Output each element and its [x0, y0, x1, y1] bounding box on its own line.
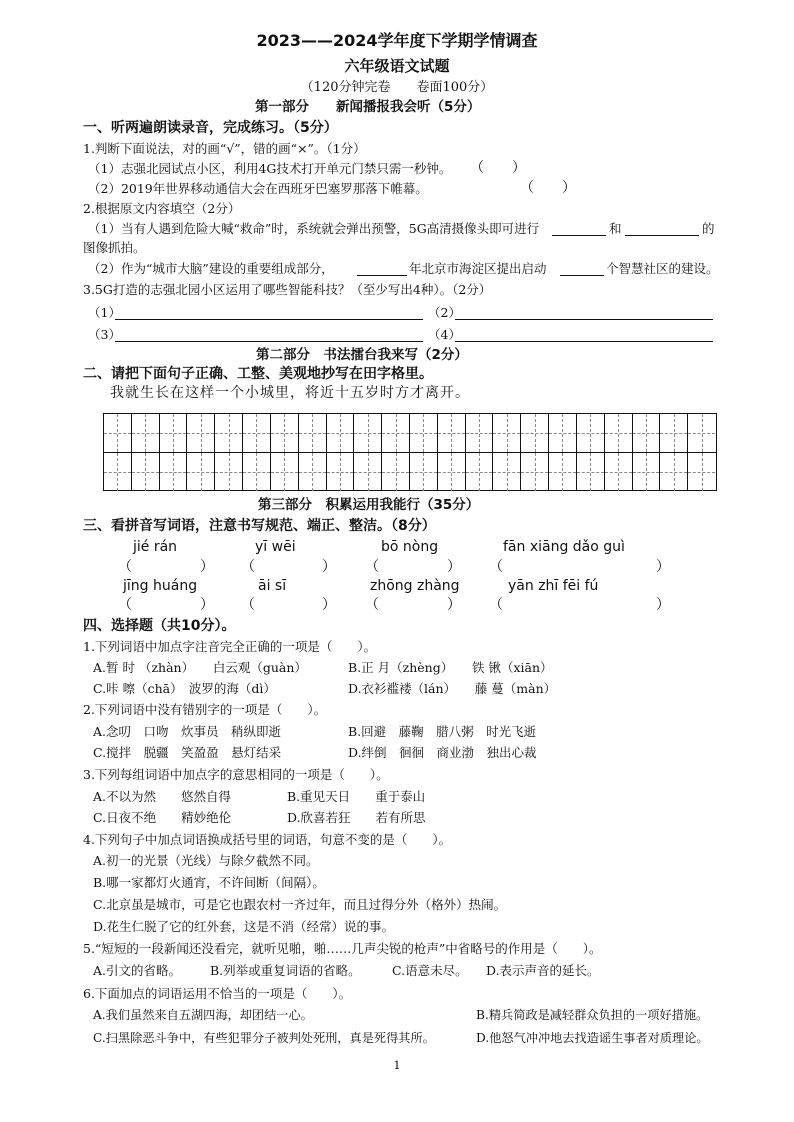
q1-sub2: 2.根据原文内容填空（2分） [83, 201, 241, 216]
paren-close: ） [322, 597, 336, 613]
tianzige-cell[interactable] [382, 414, 410, 452]
choice3-option-c[interactable]: C.日夜不绝 精妙绝伦 [93, 810, 232, 825]
tianzige-cell[interactable] [354, 453, 382, 491]
answer-label-1: （1） [88, 305, 121, 320]
tianzige-cell[interactable] [327, 453, 355, 491]
paren-close: ） [322, 559, 336, 575]
answer-label-2: （2） [428, 305, 461, 320]
choice2-option-b[interactable]: B.回避 藤鞠 腊八粥 时光飞逝 [348, 724, 537, 739]
tianzige-cell[interactable] [493, 453, 521, 491]
q1-sub2-item2a: （2）作为“城市大脑”建设的重要组成部分， [88, 261, 334, 276]
tianzige-cell[interactable] [243, 453, 271, 491]
tianzige-cell[interactable] [299, 453, 327, 491]
answer-line[interactable] [455, 341, 713, 342]
tianzige-grid[interactable] [103, 413, 717, 491]
pinyin-3: bō nòng [381, 539, 439, 555]
fill-blank[interactable] [560, 275, 604, 276]
tianzige-cell[interactable] [271, 453, 299, 491]
choice2-option-c[interactable]: C.搅拌 脱疆 笑盈盈 悬灯结采 [93, 745, 282, 760]
choice1-option-b[interactable]: B.正 月（zhèng） 铁 锹（xiān） [348, 660, 553, 675]
choice2-option-a[interactable]: A.念叨 口吻 炊事员 稍纵即逝 [93, 724, 282, 739]
paren-open: （ [365, 597, 379, 613]
tianzige-cell[interactable] [104, 414, 132, 452]
tianzige-cell[interactable] [132, 453, 160, 491]
paren-open: （ [241, 597, 255, 613]
choice2-option-d[interactable]: D.绊倒 徊徊 商业渤 独出心裁 [348, 745, 537, 760]
paren-close: ） [200, 597, 214, 613]
q4-title: 四、选择题（共10分）。 [83, 618, 236, 634]
fill-blank[interactable] [357, 275, 407, 276]
paren-open: （ [118, 597, 132, 613]
q1-sub2-item1c: 的 [702, 221, 715, 236]
choice1-option-c[interactable]: C.咔 嚓（chā） 波罗的海（dì） [93, 681, 276, 696]
answer-label-3: （3） [88, 327, 121, 342]
q1-sub3: 3.5G打造的志强北园小区运用了哪些智能科技？（至少写出4种）。（2分） [83, 282, 492, 297]
answer-paren[interactable]: （ ） [470, 160, 526, 176]
exam-info: （120分钟完卷 卷面100分） [300, 80, 494, 95]
tianzige-cell[interactable] [187, 453, 215, 491]
part2-heading: 第二部分 书法擂台我来写（2分） [256, 347, 468, 363]
tianzige-cell[interactable] [104, 453, 132, 491]
answer-line[interactable] [115, 319, 423, 320]
pinyin-5: jīng huáng [123, 578, 198, 594]
q1-sub2-item1b: 和 [609, 221, 622, 236]
part1-heading: 第一部分 新闻播报我会听（5分） [255, 99, 481, 115]
answer-paren[interactable]: （ ） [520, 180, 576, 196]
tianzige-cell[interactable] [577, 414, 605, 452]
tianzige-cell[interactable] [577, 453, 605, 491]
tianzige-cell[interactable] [410, 414, 438, 452]
exam-title: 2023——2024学年度下学期学情调查 [256, 31, 538, 50]
choice6-option-d[interactable]: D.他怒气冲冲地去找造谣生事者对质理论。 [476, 1031, 709, 1045]
fill-blank[interactable] [625, 235, 699, 236]
paren-open: （ [489, 559, 503, 575]
exam-subtitle: 六年级语文试题 [344, 57, 450, 75]
paren-close: ） [447, 559, 461, 575]
tianzige-cell[interactable] [354, 414, 382, 452]
tianzige-cell[interactable] [271, 414, 299, 452]
tianzige-cell[interactable] [633, 453, 661, 491]
choice4-option-d[interactable]: D.花生仁脱了它的红外套，这是不消（经常）说的事。 [93, 919, 395, 934]
pinyin-8: yān zhī fēi fú [508, 578, 599, 594]
q1-sub1: 1.判断下面说法，对的画“√”，错的画“×”。（1分） [83, 141, 366, 156]
tianzige-cell[interactable] [549, 414, 577, 452]
q1-sub1-item2: （2）2019年世界移动通信大会在西班牙巴塞罗那落下帷幕。 [88, 181, 428, 196]
tianzige-cell[interactable] [688, 453, 716, 491]
paren-close: ） [656, 597, 670, 613]
choice5-option-a[interactable]: A.引文的省略。 [93, 963, 182, 978]
tianzige-cell[interactable] [327, 414, 355, 452]
tianzige-cell[interactable] [243, 414, 271, 452]
tianzige-cell[interactable] [493, 414, 521, 452]
tianzige-cell[interactable] [299, 414, 327, 452]
choice4-option-a[interactable]: A.初一的光景（光线）与除夕截然不同。 [93, 853, 319, 868]
choice1-stem: 1.下列词语中加点字注音完全正确的一项是（ ）。 [83, 639, 377, 654]
tianzige-cell[interactable] [633, 414, 661, 452]
paren-close: ） [656, 559, 670, 575]
answer-label-4: （4） [428, 327, 461, 342]
choice4-option-b[interactable]: B.哪一家都灯火通宵，不许间断（间隔）。 [93, 875, 325, 890]
choice3-option-b[interactable]: B.重见天日 重于泰山 [287, 789, 426, 804]
tianzige-cell[interactable] [549, 453, 577, 491]
paren-close: ） [200, 559, 214, 575]
q1-sub1-item1: （1）志强北园试点小区，利用4G技术打开单元门禁只需一秒钟。 [88, 161, 452, 176]
choice6-stem: 6.下面加点的词语运用不恰当的一项是（ ）。 [83, 986, 352, 1001]
tianzige-cell[interactable] [688, 414, 716, 452]
tianzige-cell[interactable] [160, 453, 188, 491]
tianzige-cell[interactable] [438, 453, 466, 491]
tianzige-cell[interactable] [605, 453, 633, 491]
tianzige-cell[interactable] [382, 453, 410, 491]
paren-open: （ [118, 559, 132, 575]
pinyin-4: fān xiāng dǎo guì [503, 539, 625, 555]
choice4-option-c[interactable]: C.北京虽是城市，可是它也跟农村一齐过年，而且过得分外（格外）热闹。 [93, 897, 507, 912]
copy-sentence: 我就生长在这样一个小城里，将近十五岁时方才离开。 [110, 385, 470, 401]
tianzige-cell[interactable] [438, 414, 466, 452]
tianzige-cell[interactable] [660, 414, 688, 452]
choice3-option-a[interactable]: A.不以为然 悠然自得 [93, 789, 232, 804]
paren-open: （ [241, 559, 255, 575]
choice5-stem: 5.“短短的一段新闻还没看完，就听见啪，啪……几声尖锐的枪声”中省略号的作用是（ ）。 [83, 941, 602, 956]
pinyin-6: āi sī [258, 578, 287, 594]
paren-open: （ [489, 597, 503, 613]
pinyin-2: yī wēi [255, 539, 296, 555]
q3-title: 三、看拼音写词语，注意书写规范、端正、整洁。（8分） [83, 518, 436, 534]
pinyin-7: zhōng zhàng [370, 578, 460, 594]
tianzige-cell[interactable] [605, 414, 633, 452]
pinyin-1: jié rán [133, 539, 178, 555]
page-number: 1 [393, 1059, 401, 1072]
tianzige-cell[interactable] [660, 453, 688, 491]
tianzige-cell[interactable] [132, 414, 160, 452]
choice1-option-a[interactable]: A.暂 时 （zhàn） 白云观（guàn） [93, 660, 307, 675]
paren-close: ） [447, 597, 461, 613]
choice5-option-d[interactable]: D.表示声音的延长。 [486, 963, 600, 978]
choice2-stem: 2.下列词语中没有错别字的一项是（ ）。 [83, 702, 327, 717]
choice6-option-b[interactable]: B.精兵简政是减轻群众负担的一项好措施。 [476, 1008, 709, 1022]
answer-line[interactable] [115, 341, 423, 342]
choice5-option-b[interactable]: B.列举或重复词语的省略。 [210, 963, 361, 978]
choice6-option-c[interactable]: C.扫黑除恶斗争中，有些犯罪分子被判处死刑，真是死得其所。 [93, 1031, 435, 1045]
tianzige-cell[interactable] [466, 453, 494, 491]
paren-open: （ [365, 559, 379, 575]
fill-blank[interactable] [552, 235, 606, 236]
choice6-option-a[interactable]: A.我们虽然来自五湖四海，却团结一心。 [93, 1008, 313, 1022]
choice1-option-d[interactable]: D.衣衫褴褛（lán） 藤 蔓（màn） [348, 681, 557, 696]
tianzige-cell[interactable] [160, 414, 188, 452]
q1-sub2-item1a: （1）当有人遇到危险大喊“救命”时，系统就会弹出预警，5G高清摄像头即可进行 [88, 221, 540, 236]
tianzige-cell[interactable] [215, 414, 243, 452]
answer-line[interactable] [455, 319, 713, 320]
choice3-stem: 3.下列每组词语中加点字的意思相同的一项是（ ）。 [83, 767, 389, 782]
q1-sub2-item2c: 个智慧社区的建设。 [606, 261, 719, 276]
part3-heading: 第三部分 积累运用我能行（35分） [258, 497, 480, 513]
tianzige-cell[interactable] [521, 453, 549, 491]
tianzige-cell[interactable] [187, 414, 215, 452]
q1-sub2-item1d: 图像抓拍。 [83, 240, 146, 255]
choice4-stem: 4.下列句子中加点词语换成括号里的词语，句意不变的是（ ）。 [83, 832, 452, 847]
tianzige-cell[interactable] [215, 453, 243, 491]
choice5-option-c[interactable]: C.语意未尽。 [392, 963, 468, 978]
q2-title: 二、请把下面句子正确、工整、美观地抄写在田字格里。 [83, 366, 433, 382]
tianzige-cell[interactable] [466, 414, 494, 452]
q1-sub2-item2b: 年北京市海淀区提出启动 [409, 261, 547, 276]
q1-title: 一、听两遍朗读录音，完成练习。（5分） [83, 120, 338, 136]
tianzige-cell[interactable] [521, 414, 549, 452]
tianzige-cell[interactable] [410, 453, 438, 491]
choice3-option-d[interactable]: D.欣喜若狂 若有所思 [287, 810, 426, 825]
